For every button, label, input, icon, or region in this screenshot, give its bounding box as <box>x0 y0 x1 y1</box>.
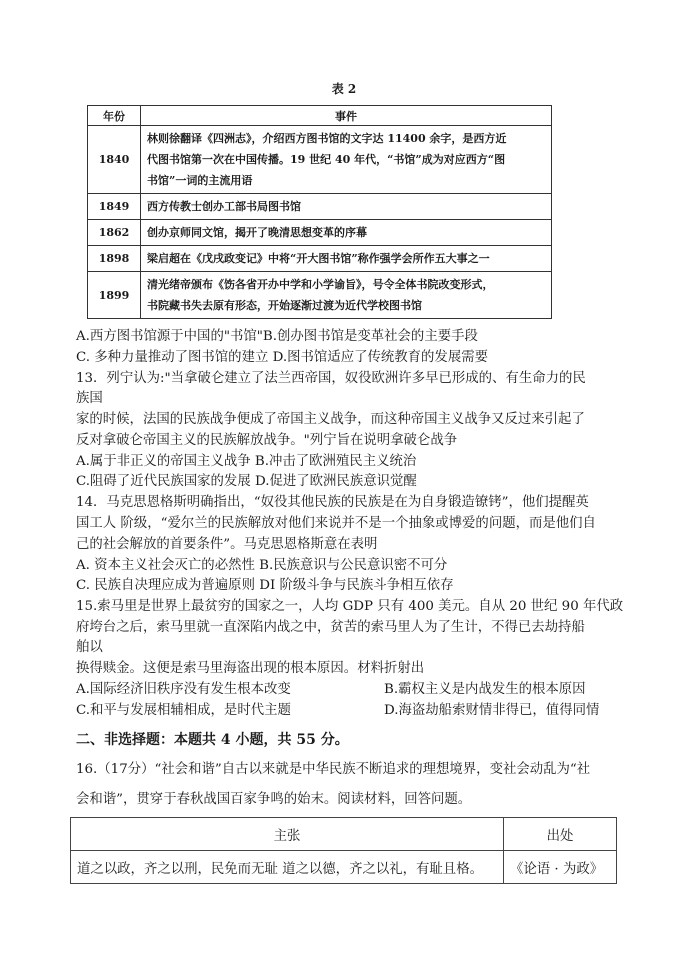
year-cell: 1840 <box>88 126 141 194</box>
table-row <box>88 220 552 246</box>
question-text: 国工人 阶级，“爱尔兰的民族解放对他们来说并不是一个抽象或博爱的问题，而是他们自 <box>76 516 596 531</box>
year-cell: 1899 <box>88 272 141 319</box>
event-header: 事件 <box>141 106 552 126</box>
option-a: A.国际经济旧秩序没有发生根本改变 <box>76 682 291 697</box>
option-d: D.海盗劫船索财情非得已，值得同情 <box>384 703 600 718</box>
table-row <box>88 246 552 272</box>
event-line: 林则徐翻译《四洲志》，介绍西方图书馆的文字达 11400 余字，是西方近 <box>147 132 507 145</box>
event-line: 梁启超在《戊戌政变记》中将“开大图书馆”称作强学会所作五大事之一 <box>147 252 490 265</box>
table-row <box>71 851 617 884</box>
source-cell: 《论语 · 为政》 <box>504 851 617 884</box>
question-text: 13．列宁认为:"当拿破仑建立了法兰西帝国，奴役欧洲许多早已形成的、有生命力的民 <box>76 371 586 386</box>
year-cell: 1898 <box>88 246 141 272</box>
table-header-row <box>88 106 552 126</box>
question-text: 换得赎金。这便是索马里海盗出现的根本原因。材料折射出 <box>76 661 425 676</box>
source-header: 出处 <box>504 818 617 851</box>
question-text: 己的社会解放的首要条件”。马克思恩格斯意在表明 <box>76 537 378 552</box>
year-header: 年份 <box>88 106 141 126</box>
event-line: 创办京师同文馆，揭开了晚清思想变革的序幕 <box>147 226 367 239</box>
question-text: 反对拿破仑帝国主义的民族解放战争。"列宁旨在说明拿破仑战争 <box>76 433 458 448</box>
option-line: C. 民族自决理应成为普遍原则 DI 阶级斗争与民族斗争相互依存 <box>76 578 454 593</box>
event-line: 清光绪帝颁布《饬各省开办中学和小学谕旨》，号令全体书院改变形式， <box>147 278 494 291</box>
event-line: 代图书馆第一次在中国传播。19 世纪 40 年代，“书馆”成为对应西方“图 <box>147 153 506 166</box>
event-line: 书馆”一词的主流用语 <box>147 174 253 187</box>
question-text: 会和谐”，贯穿于春秋战国百家争鸣的始末。阅读材料，回答问题。 <box>76 792 472 807</box>
year-cell: 1849 <box>88 194 141 220</box>
event-cell <box>141 126 552 194</box>
event-line: 西方传教士创办工部书局图书馆 <box>147 200 301 213</box>
sources-table <box>70 817 617 884</box>
event-cell <box>141 194 552 220</box>
option-b: B.霸权主义是内战发生的根本原因 <box>384 682 586 697</box>
question-text: 家的时候，法国的民族战争便成了帝国主义战争，而这种帝国主义战争又反过来引起了 <box>76 412 585 427</box>
section-heading: 二、非选择题：本题共 4 小题，共 55 分。 <box>76 732 349 748</box>
event-cell <box>141 220 552 246</box>
question-text: 府垮台之后，索马里就一直深陷内战之中，贫苦的索马里人为了生计，不得已去劫持船 <box>76 620 585 635</box>
claim-header: 主张 <box>71 818 504 851</box>
option-line: A. 资本主义社会灭亡的必然性 B.民族意识与公民意识密不可分 <box>76 558 448 573</box>
option-c: C.和平与发展相辅相成，是时代主题 <box>76 703 291 718</box>
question-text: 15.索马里是世界上最贫穷的国家之一，人均 GDP 只有 400 美元。自从 20 世纪 90 年代政 <box>76 599 624 614</box>
question-text: 16.（17分）“社会和谐”自古以来就是中华民族不断追求的理想境界，变社会动乱为“社 <box>76 762 591 777</box>
question-text: 族国 <box>76 391 103 406</box>
event-cell <box>141 272 552 319</box>
question-text: 14．马克思恩格斯明确指出，“奴役其他民族的民族是在为自身锻造镣铐”，他们提醒英 <box>76 495 589 510</box>
option-line: C. 多种力量推动了图书馆的建立 D.图书馆适应了传统教育的发展需要 <box>76 350 488 365</box>
option-line: A.西方图书馆源于中国的"书馆"B.创办图书馆是变革社会的主要手段 <box>76 329 478 344</box>
events-table <box>87 105 552 319</box>
year-cell: 1862 <box>88 220 141 246</box>
option-line: C.阻碍了近代民族国家的发展 D.促进了欧洲民族意识觉醒 <box>76 474 417 489</box>
option-line: A.属于非正义的帝国主义战争 B.冲击了欧洲殖民主义统治 <box>76 454 417 469</box>
table-header-row <box>71 818 617 851</box>
table-row <box>88 272 552 319</box>
question-text: 舶以 <box>76 640 103 655</box>
table-caption: 表 2 <box>331 82 357 96</box>
event-line: 书院藏书失去原有形态，开始逐渐过渡为近代学校图书馆 <box>147 299 422 312</box>
table-row <box>88 126 552 194</box>
event-cell <box>141 246 552 272</box>
table-row <box>88 194 552 220</box>
claim-cell: 道之以政，齐之以刑，民免而无耻 道之以德，齐之以礼，有耻且格。 <box>71 851 504 884</box>
